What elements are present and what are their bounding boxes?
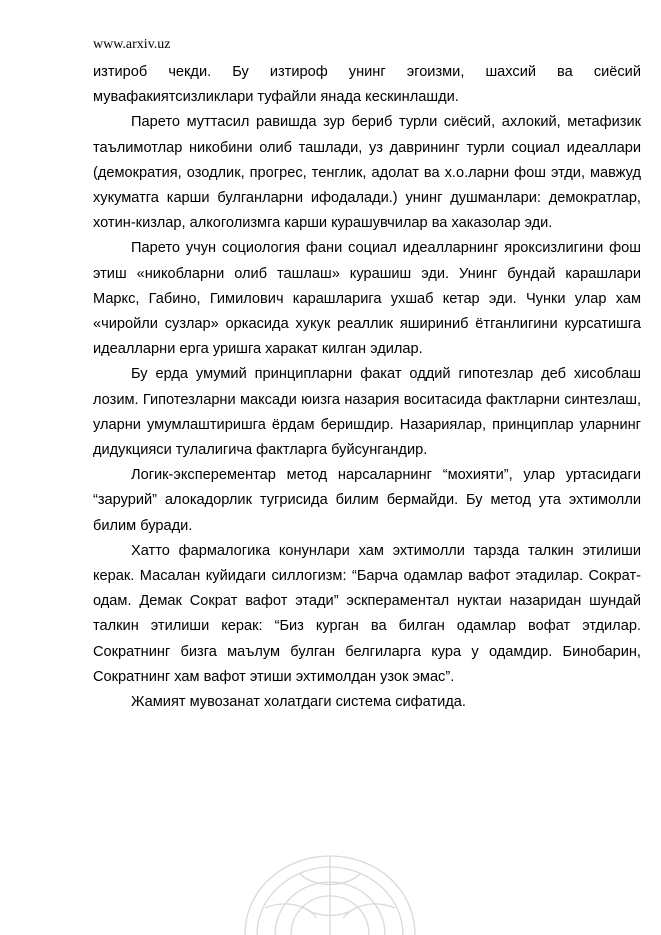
paragraph-4: Бу ерда умумий принципларни факат оддий гипотезлар деб хисоблаш лозим. Гипотезларни максади юизга назария воситасида фактларни синтезлаш, уларни умумлаштиришга ёрдам беришдир. Назариялар, принциплар уларнинг дидукцияси тулалигича фактларга буйсунгандир. xyxy=(93,366,641,459)
paragraph-6: Хатто фармалогика конунлари хам эхтимолли тарзда талкин этилиши керак. Масалан куйидаги силлогизм: “Барча одамлар вафот этадилар. Сократ-одам. Демак Сократ вафот этади” эскпераментал нуктаи назаридан шундай талкин этилиши керак: “Биз курган ва билган одамлар вофат этдилар. Сократнинг бизга маълум булган белгиларга кура у одамдир. Бинобарин, Сократнинг хам вафот этиши эхтимолдан узок эмас”. xyxy=(93,542,641,685)
document-body xyxy=(93,60,641,715)
paragraph-5: Логик-эксперементар метод нарсаларнинг “мохияти”, улар уртасидаги “зарурий” алокадорлик тугрисида билим бермайди. Бу метод ута эхтимолли билим буради. xyxy=(93,467,641,534)
arxiv-logo-watermark-icon xyxy=(205,848,455,935)
paragraph-3: Парето учун социология фани социал идеалларнинг яроксизлигини фош этиш «никобларни олиб ташлаш» курашиш эди. Унинг бундай карашлари Маркс, Габино, Гимилович карашларига ухшаб кетар эди. Чунки улар хам «чиройли сузлар» оркасида хукук реаллик яшириниб ётганлигини курсатишга идеалларни ерга уришга харакат килган эдилар. xyxy=(93,240,641,358)
paragraph-7: Жамият мувозанат холатдаги система сифатида. xyxy=(131,694,466,711)
site-url: www.arxiv.uz xyxy=(93,37,171,52)
paragraph-1: изтироб чекди. Бу изтироф унинг эгоизми, шахсий ва сиёсий мувафакиятсизликлари туфайли янада кескинлашди. xyxy=(93,64,641,106)
paragraph-2: Парето муттасил равишда зур бериб турли сиёсий, ахлокий, метафизик таълимотлар никобини олиб ташлади, уз даврининг турли социал идеаллари (демократия, озодлик, прогрес, тенглик, адолат ва х.о.ларни фош этди, мавжуд хукуматга карши булганларни ифодалади.) унинг душманлари: демократлар, хотин-кизлар, алкоголизмга карши курашувчилар ва хаказолар эди. xyxy=(93,114,641,232)
